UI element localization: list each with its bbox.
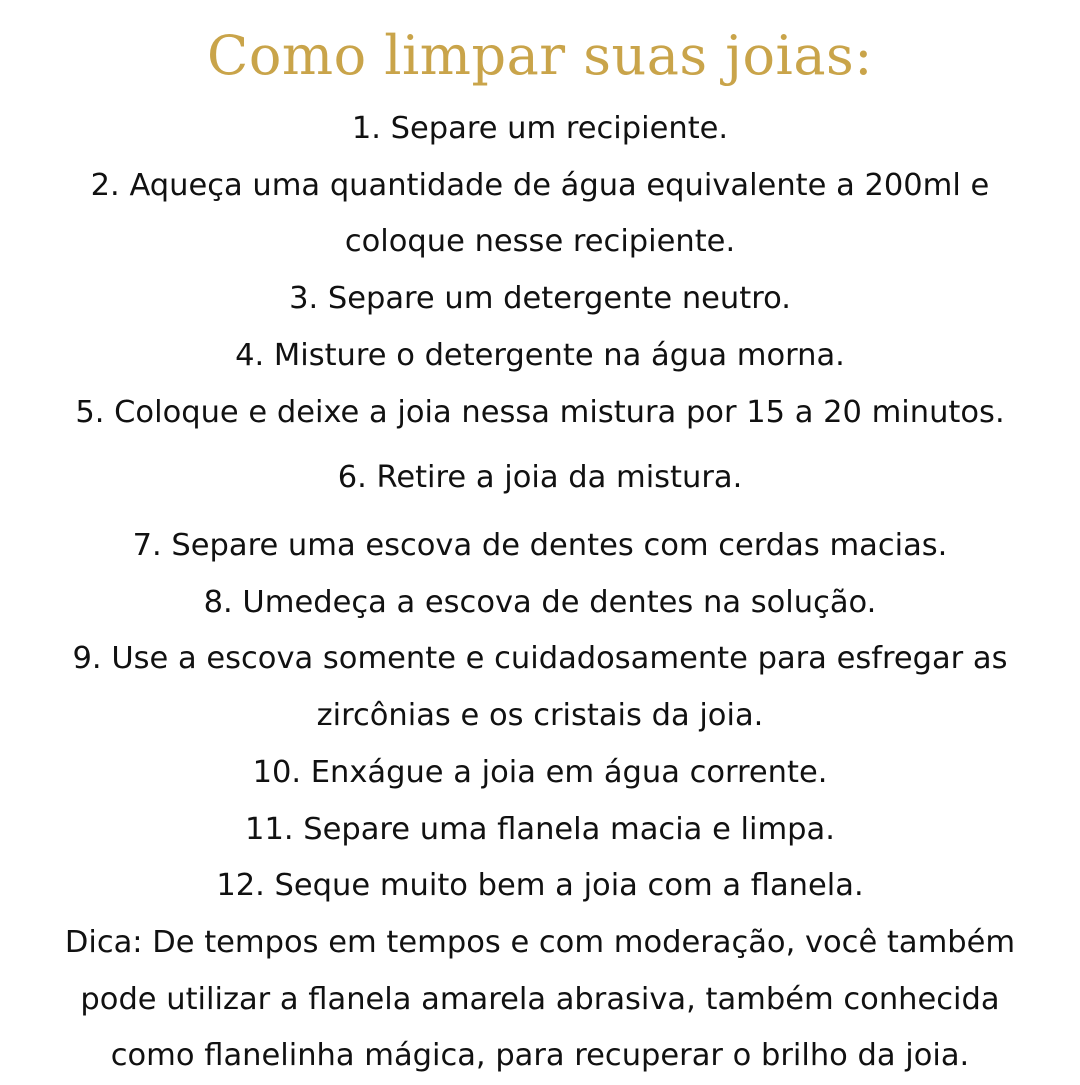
step-1: 1. Separe um recipiente.: [351, 111, 729, 146]
steps-block-1: [0, 101, 1080, 441]
step-9-line-1: 9. Use a escova somente e cuidadosamente para esfregar as: [72, 641, 1008, 677]
step-5: 5. Coloque e deixe a joia nessa mistura por 15 a 20 minutos.: [75, 394, 1005, 430]
tip-line-2: pode utilizar a flanela amarela abrasiva, também conhecida: [80, 981, 1000, 1017]
tip-line-1: Dica: De tempos em tempos e com moderação, você também: [64, 924, 1016, 960]
step-4: 4. Misture o detergente na água morna.: [235, 337, 845, 373]
step-6: 6. Retire a joia da mistura.: [337, 460, 743, 495]
step-11: 11. Separe uma flanela macia e limpa.: [245, 811, 835, 847]
step-12: 12. Seque muito bem a joia com a flanela.: [216, 868, 864, 904]
step-9-line-2: zircônias e os cristais da joia.: [316, 698, 764, 734]
tip-line-3: como flanelinha mágica, para recuperar o brilho da joia.: [110, 1038, 970, 1074]
step-7: 7. Separe uma escova de dentes com cerdas macias.: [132, 528, 948, 563]
step-2-line-2: coloque nesse recipiente.: [344, 224, 736, 260]
page-title: Como limpar suas joias:: [207, 24, 873, 87]
steps-block-2: [0, 450, 1080, 507]
step-10: 10. Enxágue a joia em água corrente.: [252, 754, 828, 790]
step-2-line-1: 2. Aqueça uma quantidade de água equivalente a 200ml e: [90, 167, 990, 203]
step-8: 8. Umedeça a escova de dentes na solução.: [203, 584, 877, 620]
steps-block-3: [0, 518, 1080, 1085]
step-3: 3. Separe um detergente neutro.: [289, 281, 791, 317]
